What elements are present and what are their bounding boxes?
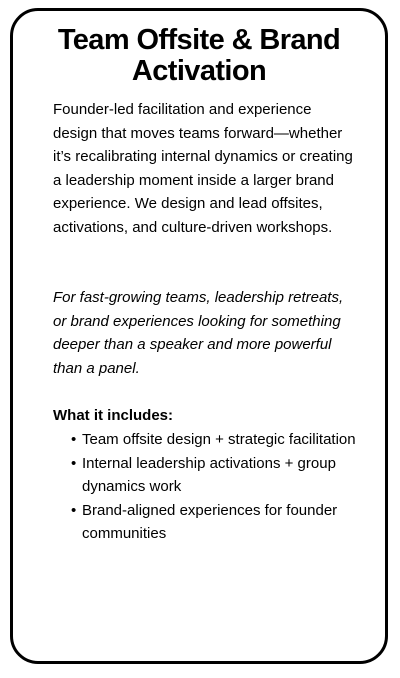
card-title-line-2: Activation: [131, 55, 267, 87]
card-title: [13, 25, 385, 87]
list-item-text: Internal leadership activations + group dynamics work: [82, 454, 336, 495]
tagline-paragraph: For fast-growing teams, leadership retreats, or brand experiences looking for something deeper than a speaker and more powerful than a panel.: [53, 289, 344, 377]
bullet-icon: •: [71, 431, 77, 448]
list-item: [71, 428, 371, 452]
offering-card: [10, 8, 388, 664]
list-item: [71, 452, 371, 499]
list-item-text: Brand-aligned experiences for founder communities: [82, 501, 338, 542]
list-item-text: Team offsite design + strategic facilitation: [82, 431, 356, 448]
includes-list: [71, 428, 371, 546]
list-item: [71, 499, 371, 546]
bullet-icon: •: [71, 501, 77, 519]
card-title-line-1: Team Offsite & Brand: [57, 24, 341, 56]
bullet-icon: •: [71, 454, 77, 472]
intro-paragraph: Founder-led facilitation and experience design that moves teams forward—whether it’s recalibrating internal dynamics or creating a leadership moment inside a larger brand experience. We design and lead offsites, activations, and culture-driven workshops.: [53, 101, 353, 236]
includes-heading: What it includes:: [53, 407, 173, 424]
